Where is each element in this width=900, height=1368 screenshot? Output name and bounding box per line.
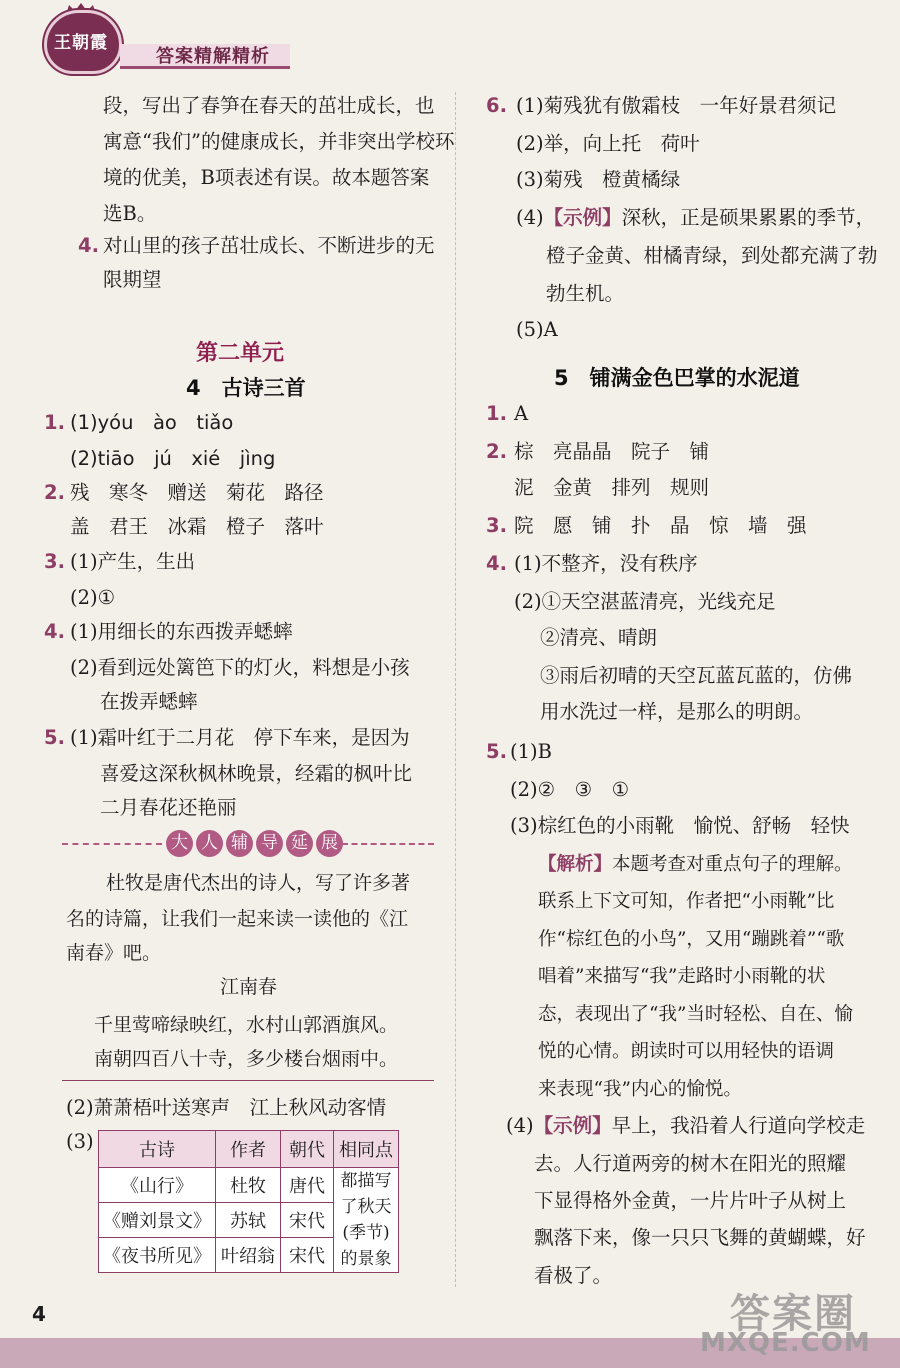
text-line: 盖 君王 冰霜 橙子 落叶: [70, 515, 324, 538]
question-number: 4.: [78, 234, 99, 257]
text-line: (2)萧萧梧叶送寒声 江上秋风动客情: [66, 1096, 387, 1119]
banner-char: 人: [196, 830, 223, 857]
text-line: 橙子金黄、柑橘青绿，到处都充满了勃: [546, 244, 878, 267]
text-line: 看极了。: [534, 1264, 613, 1287]
text-line: 残 寒冬 赠送 菊花 路径: [70, 481, 324, 504]
sub-number: (4): [516, 206, 544, 229]
table-cell: 唐代: [281, 1168, 334, 1203]
text-line: (2)② ③ ①: [510, 778, 630, 801]
text-line: 态，表现出了“我”当时轻松、自在、愉: [538, 1004, 853, 1025]
text-line: 深秋，正是硕果累累的季节，: [621, 206, 876, 229]
text-line: 本题考查对重点句子的理解。: [612, 854, 853, 875]
text-line: (1)菊残犹有傲霜枝 一年好景君须记: [516, 94, 837, 117]
brand-logo-text: 王朝霞: [54, 33, 108, 53]
table-cell: 宋代: [281, 1238, 334, 1273]
poem-line: 千里莺啼绿映红，水村山郭酒旗风。: [94, 1014, 399, 1036]
question-number: 5.: [44, 726, 65, 749]
table-cell: 宋代: [281, 1203, 334, 1238]
text-line: (1)yóu ào tiǎo: [70, 411, 234, 434]
analysis-line: [538, 846, 853, 884]
question-number: 4.: [486, 552, 507, 575]
text-line: 了秋天: [340, 1197, 392, 1217]
text-line: 段，写出了春笋在春天的茁壮成长，也: [103, 94, 435, 117]
text-line: 早上，我沿着人行道向学校走: [611, 1114, 866, 1137]
text-line: (2)看到远处篱笆下的灯火，料想是小孩: [70, 656, 410, 679]
banner-char: 大: [166, 830, 193, 857]
text-line: ③雨后初晴的天空瓦蓝瓦蓝的，仿佛: [540, 664, 853, 687]
column-divider: [455, 92, 456, 1287]
question-number: 1.: [486, 402, 507, 425]
example-line: [506, 1108, 865, 1143]
text-line: 勃生机。: [546, 282, 625, 305]
text-line: (季节): [342, 1223, 390, 1243]
lesson-title: 4 古诗三首: [186, 376, 306, 400]
example-line: [516, 200, 875, 235]
text-line: 江南春: [220, 976, 278, 998]
unit-title: 第二单元: [196, 341, 285, 366]
text-line: 喜爱这深秋枫林晚景，经霜的枫叶比: [100, 762, 413, 785]
text-line: (3): [66, 1130, 94, 1153]
text-line: (5)A: [516, 318, 558, 341]
question-number: 5.: [486, 740, 507, 763]
text-line: 飘落下来，像一只只飞舞的黄蝴蝶，好: [534, 1226, 866, 1249]
table-header: 古诗: [99, 1131, 216, 1168]
question-number: 3.: [486, 514, 507, 537]
banner-char: 导: [256, 830, 283, 857]
banner-char: 展: [316, 830, 343, 857]
text-line: 对山里的孩子茁壮成长、不断进步的无: [103, 234, 435, 257]
example-tag: 【示例】: [543, 206, 622, 229]
table-header-row: [99, 1131, 399, 1168]
text-line: (2)①: [70, 586, 116, 609]
question-number: 4.: [44, 620, 65, 643]
table-cell: 杜牧: [216, 1168, 281, 1203]
text-line: 去。人行道两旁的树木在阳光的照耀: [534, 1152, 847, 1175]
table-cell: 叶绍翁: [216, 1238, 281, 1273]
watermark: [700, 1282, 890, 1362]
text-line: (1)B: [510, 740, 552, 763]
question-number: 2.: [44, 481, 65, 504]
table-row: [99, 1168, 399, 1203]
table-cell: 《赠刘景文》: [99, 1203, 216, 1238]
text-line: (3)菊残 橙黄橘绿: [516, 168, 681, 191]
text-line: 的景象: [340, 1249, 392, 1269]
text-line: 在拨弄蟋蟀: [100, 690, 198, 713]
watermark-text: 答案圈: [730, 1291, 856, 1337]
question-number: 6.: [486, 94, 507, 117]
table-header: 朝代: [281, 1131, 334, 1168]
table-cell: 《夜书所见》: [99, 1238, 216, 1273]
text-line: 限期望: [103, 268, 162, 291]
text-line: A: [514, 402, 529, 425]
banner-dash-left: [62, 843, 162, 845]
text-line: 院 愿 铺 扑 晶 惊 墙 强: [514, 514, 807, 537]
extension-banner: [166, 830, 346, 860]
text-line: ②清亮、晴朗: [540, 626, 658, 649]
banner-dash-right: [342, 843, 434, 845]
table-cell: 《山行》: [99, 1168, 216, 1203]
table-header: 相同点: [334, 1131, 399, 1168]
table-header: 作者: [216, 1131, 281, 1168]
text-line: 杜牧是唐代杰出的诗人，写了许多著: [106, 872, 411, 894]
text-line: 都描写: [340, 1171, 392, 1191]
text-line: (2)①天空湛蓝清亮，光线充足: [514, 590, 776, 613]
text-line: 用水洗过一样，是那么的明朗。: [540, 700, 814, 723]
text-line: (1)霜叶红于二月花 停下车来，是因为: [70, 726, 410, 749]
text-line: 名的诗篇，让我们一起来读一读他的《江: [66, 908, 409, 930]
text-line: 下显得格外金黄，一片片叶子从树上: [534, 1189, 847, 1212]
text-line: 来表现“我”内心的愉悦。: [538, 1079, 742, 1100]
question-number: 2.: [486, 440, 507, 463]
extension-separator: [62, 1080, 434, 1081]
watermark-url: MXQE.COM: [700, 1328, 871, 1358]
example-tag: 【示例】: [533, 1114, 612, 1137]
text-line: 南春》吧。: [66, 942, 162, 964]
text-line: 联系上下文可知，作者把“小雨靴”比: [538, 891, 835, 912]
analysis-tag: 【解析】: [538, 854, 613, 875]
text-line: (2)举，向上托 荷叶: [516, 132, 700, 155]
page-header: [0, 0, 900, 80]
text-line: 寓意“我们”的健康成长，并非突出学校环: [103, 130, 455, 153]
text-line: 唱着”来描写“我”走路时小雨靴的状: [538, 966, 826, 987]
text-line: 选B。: [103, 202, 157, 225]
text-line: (3)棕红色的小雨靴 愉悦、舒畅 轻快: [510, 814, 850, 837]
banner-char: 辅: [226, 830, 253, 857]
text-line: (1)产生，生出: [70, 550, 196, 573]
question-number: 1.: [44, 411, 65, 434]
lesson-title: 5 铺满金色巴掌的水泥道: [554, 366, 800, 390]
text-line: (1)不整齐，没有秩序: [514, 552, 698, 575]
text-line: (1)用细长的东西拨弄蟋蟀: [70, 620, 293, 643]
text-line: (2)tiāo jú xié jìng: [70, 447, 276, 470]
text-line: 棕 亮晶晶 院子 铺: [514, 440, 710, 463]
table-cell: 苏轼: [216, 1203, 281, 1238]
question-number: 3.: [44, 550, 65, 573]
text-line: 二月春花还艳丽: [100, 796, 237, 819]
banner-char: 延: [286, 830, 313, 857]
header-title: 答案精解精析: [156, 46, 270, 67]
poem-line: 南朝四百八十寺，多少楼台烟雨中。: [94, 1048, 399, 1070]
text-line: 境的优美，B项表述有误。故本题答案: [103, 166, 430, 189]
text-line: 悦的心情。朗读时可以用轻快的语调: [538, 1041, 835, 1062]
text-line: 作“棕红色的小鸟”，又用“蹦跳着”“歌: [538, 929, 845, 950]
sub-number: (4): [506, 1114, 534, 1137]
page-number: 4: [32, 1302, 46, 1326]
text-line: 泥 金黄 排列 规则: [514, 476, 710, 499]
poem-comparison-table: [98, 1130, 399, 1273]
table-common-cell: [334, 1168, 399, 1273]
